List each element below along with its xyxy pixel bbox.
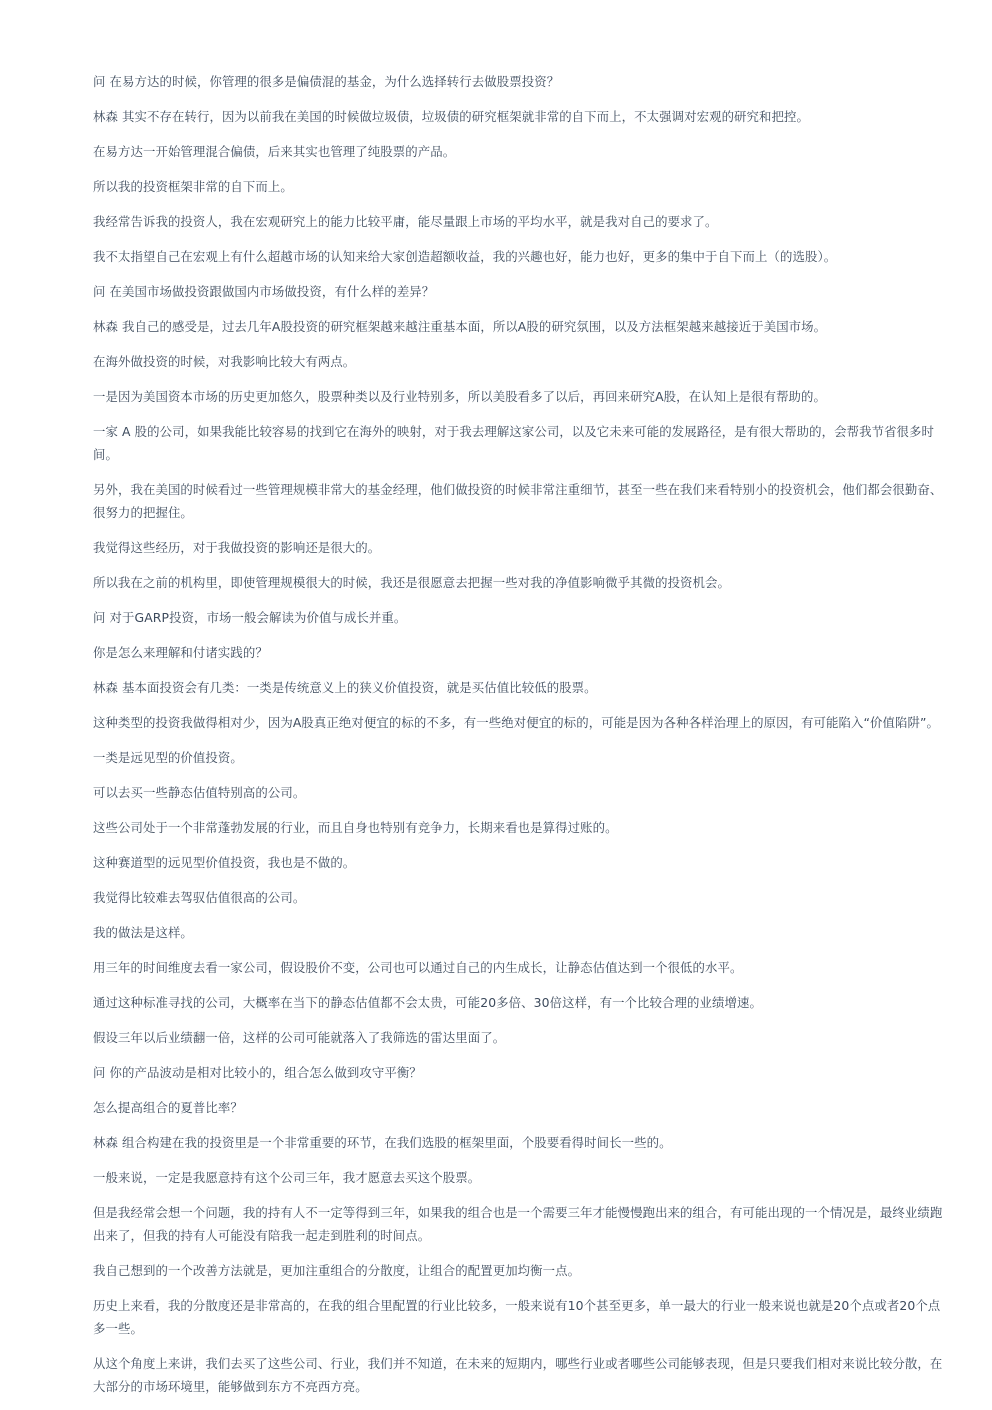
paragraph: 林森 我自己的感受是，过去几年A股投资的研究框架越来越注重基本面，所以A股的研究氛围，以及方法框架越来越接近于美国市场。 [93, 319, 827, 334]
paragraph: 一般来说，一定是我愿意持有这个公司三年，我才愿意去买这个股票。 [93, 1170, 481, 1185]
paragraph: 所以我在之前的机构里，即使管理规模很大的时候，我还是很愿意去把握一些对我的净值影响微乎其微的投资机会。 [93, 575, 731, 590]
paragraph: 在易方达一开始管理混合偏债，后来其实也管理了纯股票的产品。 [93, 144, 456, 159]
paragraph: 我自己想到的一个改善方法就是，更加注重组合的分散度，让组合的配置更加均衡一点。 [93, 1263, 581, 1278]
paragraph: 另外，我在美国的时候看过一些管理规模非常大的基金经理，他们做投资的时候非常注重细节，甚至一些在我们来看特别小的投资机会，他们都会很勤奋、很努力的把握住。 [93, 482, 943, 520]
paragraph: 林森 其实不存在转行，因为以前我在美国的时候做垃圾债，垃圾债的研究框架就非常的自下而上，不太强调对宏观的研究和把控。 [93, 109, 810, 124]
paragraph: 问 你的产品波动是相对比较小的，组合怎么做到攻守平衡？ [93, 1065, 422, 1080]
paragraph: 我不太指望自己在宏观上有什么超越市场的认知来给大家创造超额收益，我的兴趣也好，能力也好，更多的集中于自下而上（的选股）。 [93, 249, 837, 264]
paragraph: 可以去买一些静态估值特别高的公司。 [93, 785, 306, 800]
paragraph: 这种类型的投资我做得相对少，因为A股真正绝对便宜的标的不多，有一些绝对便宜的标的，可能是因为各种各样治理上的原因，有可能陷入“价值陷阱”。 [93, 715, 939, 730]
paragraph: 问 在美国市场做投资跟做国内市场做投资，有什么样的差异？ [93, 284, 435, 299]
paragraph: 问 对于GARP投资，市场一般会解读为价值与成长并重。 [93, 610, 407, 625]
paragraph: 怎么提高组合的夏普比率？ [93, 1100, 243, 1115]
paragraph: 我经常告诉我的投资人，我在宏观研究上的能力比较平庸，能尽量跟上市场的平均水平，就是我对自己的要求了。 [93, 214, 718, 229]
paragraph: 所以我的投资框架非常的自下而上。 [93, 179, 293, 194]
paragraph: 历史上来看，我的分散度还是非常高的，在我的组合里配置的行业比较多，一般来说有10个甚至更多，单一最大的行业一般来说也就是20个点或者20个点多一些。 [93, 1298, 941, 1336]
paragraph: 林森 组合构建在我的投资里是一个非常重要的环节，在我们选股的框架里面，个股要看得时间长一些的。 [93, 1135, 672, 1150]
paragraph: 但是我经常会想一个问题，我的持有人不一定等得到三年，如果我的组合也是一个需要三年才能慢慢跑出来的组合，有可能出现的一个情况是，最终业绩跑出来了，但我的持有人可能没有陪我一起走到胜利的时间点。 [93, 1205, 943, 1243]
paragraph: 在海外做投资的时候，对我影响比较大有两点。 [93, 354, 356, 369]
paragraph: 这种赛道型的远见型价值投资，我也是不做的。 [93, 855, 356, 870]
document-body [93, 70, 945, 1410]
paragraph: 用三年的时间维度去看一家公司，假设股价不变，公司也可以通过自己的内生成长，让静态估值达到一个很低的水平。 [93, 960, 743, 975]
paragraph: 我的做法是这样。 [93, 925, 193, 940]
paragraph: 一类是远见型的价值投资。 [93, 750, 243, 765]
paragraph: 从这个角度上来讲，我们去买了这些公司、行业，我们并不知道，在未来的短期内，哪些行业或者哪些公司能够表现，但是只要我们相对来说比较分散，在大部分的市场环境里，能够做到东方不亮西方亮。 [93, 1356, 943, 1394]
paragraph: 一是因为美国资本市场的历史更加悠久，股票种类以及行业特别多，所以美股看多了以后，再回来研究A股，在认知上是很有帮助的。 [93, 389, 827, 404]
paragraph: 通过这种标准寻找的公司，大概率在当下的静态估值都不会太贵，可能20多倍、30倍这样，有一个比较合理的业绩增速。 [93, 995, 762, 1010]
paragraph: 假设三年以后业绩翻一倍，这样的公司可能就落入了我筛选的雷达里面了。 [93, 1030, 506, 1045]
paragraph: 你是怎么来理解和付诸实践的？ [93, 645, 268, 660]
paragraph: 一家 A 股的公司，如果我能比较容易的找到它在海外的映射，对于我去理解这家公司，以及它未来可能的发展路径，是有很大帮助的，会帮我节省很多时间。 [93, 424, 935, 462]
paragraph: 我觉得这些经历，对于我做投资的影响还是很大的。 [93, 540, 381, 555]
paragraph: 林森 基本面投资会有几类：一类是传统意义上的狭义价值投资，就是买估值比较低的股票。 [93, 680, 597, 695]
paragraph: 这些公司处于一个非常蓬勃发展的行业，而且自身也特别有竞争力，长期来看也是算得过账的。 [93, 820, 618, 835]
paragraph: 问 在易方达的时候，你管理的很多是偏债混的基金，为什么选择转行去做股票投资？ [93, 74, 560, 89]
paragraph: 我觉得比较难去驾驭估值很高的公司。 [93, 890, 306, 905]
